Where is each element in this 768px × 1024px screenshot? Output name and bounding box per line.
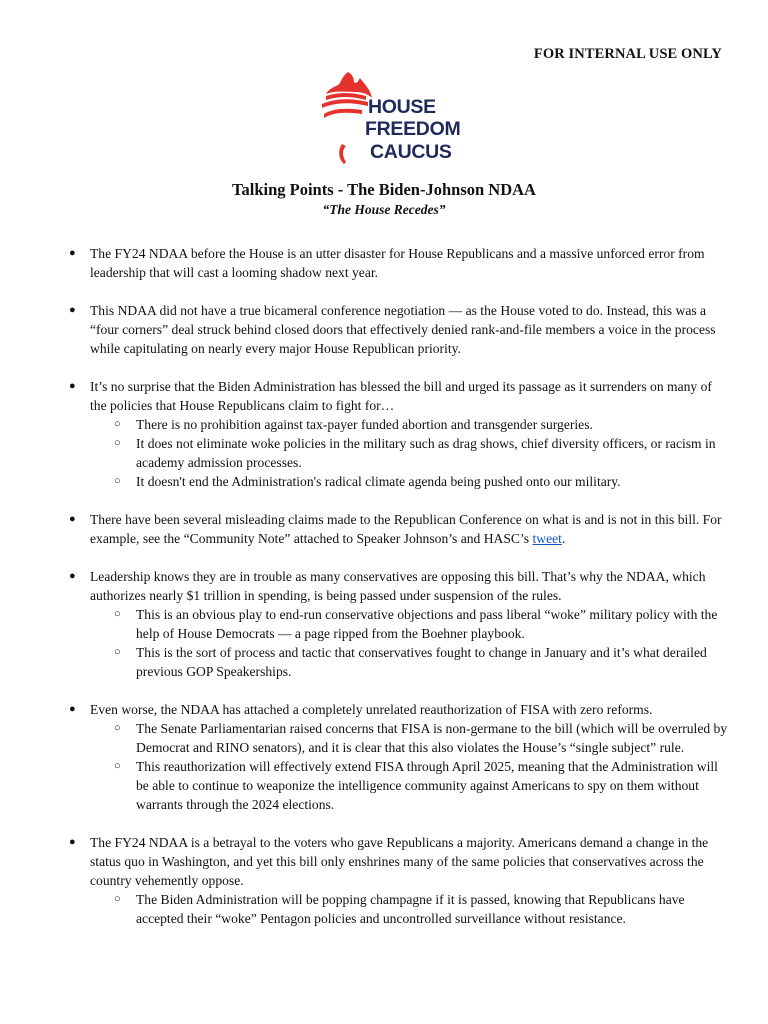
internal-use-label: FOR INTERNAL USE ONLY — [533, 46, 722, 62]
bullet-dot-icon: ● — [69, 570, 76, 582]
tweet-link[interactable]: tweet — [532, 531, 562, 546]
sub-point-list — [90, 719, 728, 814]
sub-bullet-circle-icon: ○ — [114, 646, 121, 658]
sub-point-text: This is an obvious play to end-run conservative objections and pass liberal “woke” military policy with the help of House Democrats — a page ripped from the Boehner playbook. — [136, 607, 718, 641]
sub-point-text: This is the sort of process and tactic that conservatives fought to change in January and it’s what derailed previous GOP Speakerships. — [136, 645, 707, 679]
sub-point-text: The Biden Administration will be popping champagne if it is passed, knowing that Republicans have accepted their “woke” Pentagon policies and uncontrolled surveillance without resistance. — [136, 892, 685, 926]
bullet-dot-icon: ● — [69, 247, 76, 259]
talking-point-text: The FY24 NDAA before the House is an utter disaster for House Republicans and a massive unforced error from leadership that will cast a looming shadow next year. — [90, 246, 705, 280]
sub-point-item — [90, 605, 728, 643]
sub-point-list — [90, 605, 728, 681]
sub-point-item — [90, 434, 728, 472]
talking-points-list — [66, 244, 728, 928]
sub-point-text: It does not eliminate woke policies in the military such as drag shows, chief diversity officers, or racism in academy admission processes. — [136, 436, 716, 470]
document-subtitle: “The House Recedes” — [322, 202, 446, 217]
sub-point-item — [90, 472, 728, 491]
sub-point-text: It doesn't end the Administration's radical climate agenda being pushed onto our military. — [136, 474, 621, 489]
sub-point-list — [90, 415, 728, 491]
sub-bullet-circle-icon: ○ — [114, 722, 121, 734]
document-title: Talking Points - The Biden-Johnson NDAA — [232, 180, 536, 199]
sub-point-text: There is no prohibition against tax-payer funded abortion and transgender surgeries. — [136, 417, 593, 432]
sub-point-item — [90, 415, 728, 434]
sub-bullet-circle-icon: ○ — [114, 760, 121, 772]
logo-word-freedom: FREEDOM — [365, 118, 461, 140]
sub-point-item — [90, 890, 728, 928]
bullet-dot-icon: ● — [69, 703, 76, 715]
sub-bullet-circle-icon: ○ — [114, 418, 121, 430]
sub-bullet-circle-icon: ○ — [114, 608, 121, 620]
talking-point-item — [66, 510, 728, 548]
sub-point-item — [90, 643, 728, 681]
sub-point-text: The Senate Parliamentarian raised concerns that FISA is non-germane to the bill (which will be overruled by Democrat and RINO senators), and it is clear that this also violates the House’s “single subject” rule. — [136, 721, 728, 755]
bullet-dot-icon: ● — [69, 513, 76, 525]
talking-point-text: The FY24 NDAA is a betrayal to the voters who gave Republicans a majority. Americans demand a change in the status quo in Washington, and yet this bill only enshrines many of the same policies that conservatives across the country vehemently oppose. — [90, 835, 709, 888]
talking-point-item — [66, 700, 728, 814]
talking-point-text: There have been several misleading claims made to the Republican Conference on what is and is not in this bill. For example, see the “Community Note” attached to Speaker Johnson’s and HASC’s — [90, 512, 722, 546]
talking-point-text: This NDAA did not have a true bicameral conference negotiation — as the House voted to do. Instead, this was a “four corners” deal struck behind closed doors that effectively denied rank-and-file members a voice in the process while capitulating on nearly every major House Republican priority. — [90, 303, 716, 356]
talking-point-text: It’s no surprise that the Biden Administration has blessed the bill and urged its passage as it surrenders on many of the policies that House Republicans claim to fight for… — [90, 379, 712, 413]
talking-point-item — [66, 244, 728, 282]
talking-point-text: Even worse, the NDAA has attached a completely unrelated reauthorization of FISA with zero reforms. — [90, 702, 653, 717]
sub-bullet-circle-icon: ○ — [114, 475, 121, 487]
sub-bullet-circle-icon: ○ — [114, 893, 121, 905]
sub-point-item — [90, 719, 728, 757]
sub-point-list — [90, 890, 728, 928]
sub-point-item — [90, 757, 728, 814]
talking-point-item — [66, 377, 728, 491]
talking-point-item — [66, 567, 728, 681]
talking-point-item — [66, 301, 728, 358]
talking-point-item — [66, 833, 728, 928]
bullet-dot-icon: ● — [69, 836, 76, 848]
talking-points-body — [66, 244, 728, 947]
sub-point-text: This reauthorization will effectively extend FISA through April 2025, meaning that the Administration will be able to continue to weaponize the intelligence community against Americans to spy on them without warrants through the 2024 elections. — [136, 759, 718, 812]
bullet-dot-icon: ● — [69, 304, 76, 316]
logo-word-house: HOUSE — [368, 96, 436, 118]
talking-point-text-end: . — [561, 531, 566, 546]
house-freedom-caucus-logo — [320, 70, 461, 170]
logo-word-caucus: CAUCUS — [370, 141, 452, 163]
sub-bullet-circle-icon: ○ — [114, 437, 121, 449]
bullet-dot-icon: ● — [69, 380, 76, 392]
talking-point-text: Leadership knows they are in trouble as many conservatives are opposing this bill. That’s why the NDAA, which authorizes nearly $1 trillion in spending, is being passed under suspension of the rules. — [90, 569, 706, 603]
